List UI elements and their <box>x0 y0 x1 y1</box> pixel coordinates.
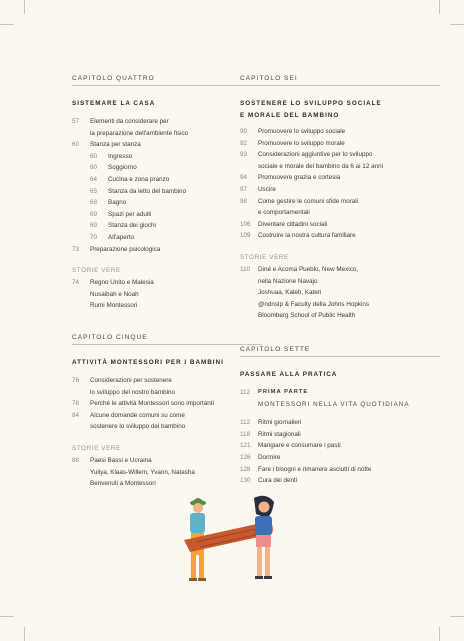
toc-subentry[interactable]: 64 Cucina e zona pranzo <box>90 175 170 183</box>
chapter-four <box>72 75 262 312</box>
toc-entry[interactable]: 74 Regno Unito e Malesia <box>72 279 154 287</box>
toc-entry[interactable]: 98 Come gestire le comuni sfide morali <box>240 197 359 205</box>
toc-entry[interactable]: 60 Stanza per stanza <box>72 141 141 149</box>
chapter-title <box>240 98 440 122</box>
toc-entry-continued: Bloomberg School of Public Health <box>258 312 356 320</box>
crop-mark <box>24 0 25 14</box>
toc-entry-continued: sociale e morale del bambino da 6 ai 12 anni <box>258 162 383 170</box>
toc-entry-continued: e comportamentali <box>258 209 310 217</box>
toc-entry-continued: @ndnslp & Faculty della Johns Hopkins <box>258 300 370 308</box>
toc-entry[interactable]: 106 Diventare cittadini sociali <box>240 220 328 228</box>
toc-entry[interactable]: 110 Diné e Acoma Pueblo, New Mexico, <box>240 265 359 273</box>
chapter-label: CAPITOLO CINQUE <box>72 334 262 345</box>
toc-entry[interactable]: 128 Fare i bisogni e rimanere asciutti di notte <box>240 465 372 473</box>
chapter-title-line: SOSTENERE LO SVILUPPO SOCIALE <box>240 100 382 107</box>
toc-entry-continued: lo sviluppo del nostro bambino <box>90 388 176 396</box>
toc-entry[interactable]: 88 Paesi Bassi e Ucraina <box>72 456 152 464</box>
toc-entry[interactable]: 118 Ritmi stagionali <box>240 430 301 438</box>
chapter-label: CAPITOLO SETTE <box>240 346 440 357</box>
chapter-title: SISTEMARE LA CASA <box>72 100 156 107</box>
toc-entry-continued: la preparazione dell'ambiente fisico <box>90 129 189 137</box>
toc-entry-continued: Yuliya, Klaas-Willem, Yvann, Natasha <box>90 468 195 476</box>
chapter-label: CAPITOLO SEI <box>240 75 440 86</box>
stories-label: STORIE VERE <box>72 444 121 452</box>
toc-subentry[interactable]: 60 Soggiorno <box>90 164 137 172</box>
crop-mark <box>0 24 14 25</box>
toc-entry-continued: Nusaibah e Noah <box>90 290 139 298</box>
toc-entry[interactable]: 78 Perché le attività Montessori sono importanti <box>72 400 214 408</box>
crop-mark <box>439 627 440 641</box>
crop-mark <box>0 616 14 617</box>
chapter-five <box>72 334 262 490</box>
chapter-label: CAPITOLO QUATTRO <box>72 75 262 86</box>
crop-mark <box>450 24 464 25</box>
children-carrying-log-icon <box>176 492 286 592</box>
toc-entry-continued: Rumi Montessori <box>90 302 138 310</box>
toc-entry[interactable]: 94 Promuovere grazia e cortesia <box>240 174 341 182</box>
toc-entry[interactable]: 93 Considerazioni aggiuntive per lo sviluppo <box>240 151 373 159</box>
part-subtitle: MONTESSORI NELLA VITA QUOTIDIANA <box>258 400 410 408</box>
toc-subentry[interactable]: 69 Stanza dei giochi <box>90 222 156 230</box>
toc-entry[interactable]: 84 Alcune domande comuni su come <box>72 411 185 419</box>
toc-subentry[interactable]: 65 Stanza da letto del bambino <box>90 187 187 195</box>
toc-entry[interactable]: 76 Considerazioni per sostenere <box>72 377 172 384</box>
toc-entry-continued: nella Nazione Navajo <box>258 277 318 285</box>
chapter-six <box>240 75 440 322</box>
toc-entry[interactable]: 97 Uscire <box>240 185 276 193</box>
chapter-title-line: E MORALE DEL BAMBINO <box>240 112 340 119</box>
toc-entry[interactable]: 126 Dormire <box>240 453 281 461</box>
toc-subentry[interactable]: 68 Bagno <box>90 199 127 207</box>
crop-mark <box>450 616 464 617</box>
chapter-seven <box>240 346 440 487</box>
toc-entry[interactable]: 92 Promuovere lo sviluppo morale <box>240 139 345 147</box>
toc-subentry[interactable]: 60 Ingresso <box>90 152 133 160</box>
toc-subentry[interactable]: 70 All'aperto <box>90 233 135 241</box>
toc-entry-continued: sostenere lo sviluppo del bambino <box>90 423 186 431</box>
toc-entry[interactable]: 57 Elementi da considerare per <box>72 118 169 125</box>
chapter-title: PASSARE ALLA PRATICA <box>240 371 338 378</box>
toc-entry[interactable]: 90 Promuovere lo sviluppo sociale <box>240 128 346 135</box>
toc-entry[interactable]: 73 Preparazione psicologica <box>72 245 161 253</box>
stories-label: STORIE VERE <box>72 267 121 275</box>
stories-label: STORIE VERE <box>240 253 289 261</box>
toc-entry-continued: Benvenuti a Montessori <box>90 480 156 488</box>
crop-mark <box>24 627 25 641</box>
chapter-title: ATTIVITÀ MONTESSORI PER I BAMBINI <box>72 359 224 366</box>
toc-entry[interactable]: 121 Mangiare e consumare i pasti <box>240 442 341 450</box>
part-entry[interactable]: 112 PRIMA PARTE <box>240 389 309 396</box>
toc-entry[interactable]: 130 Cura dei denti <box>240 477 298 485</box>
toc-subentry[interactable]: 69 Spazi per adulti <box>90 210 152 218</box>
toc-entry[interactable]: 109 Costruire la nostra cultura familiare <box>240 232 356 240</box>
toc-entry[interactable]: 112 Ritmi giornalieri <box>240 419 302 427</box>
crop-mark <box>439 0 440 14</box>
toc-entry-continued: Joshuaa, Kaleb, Kateri <box>258 289 322 297</box>
